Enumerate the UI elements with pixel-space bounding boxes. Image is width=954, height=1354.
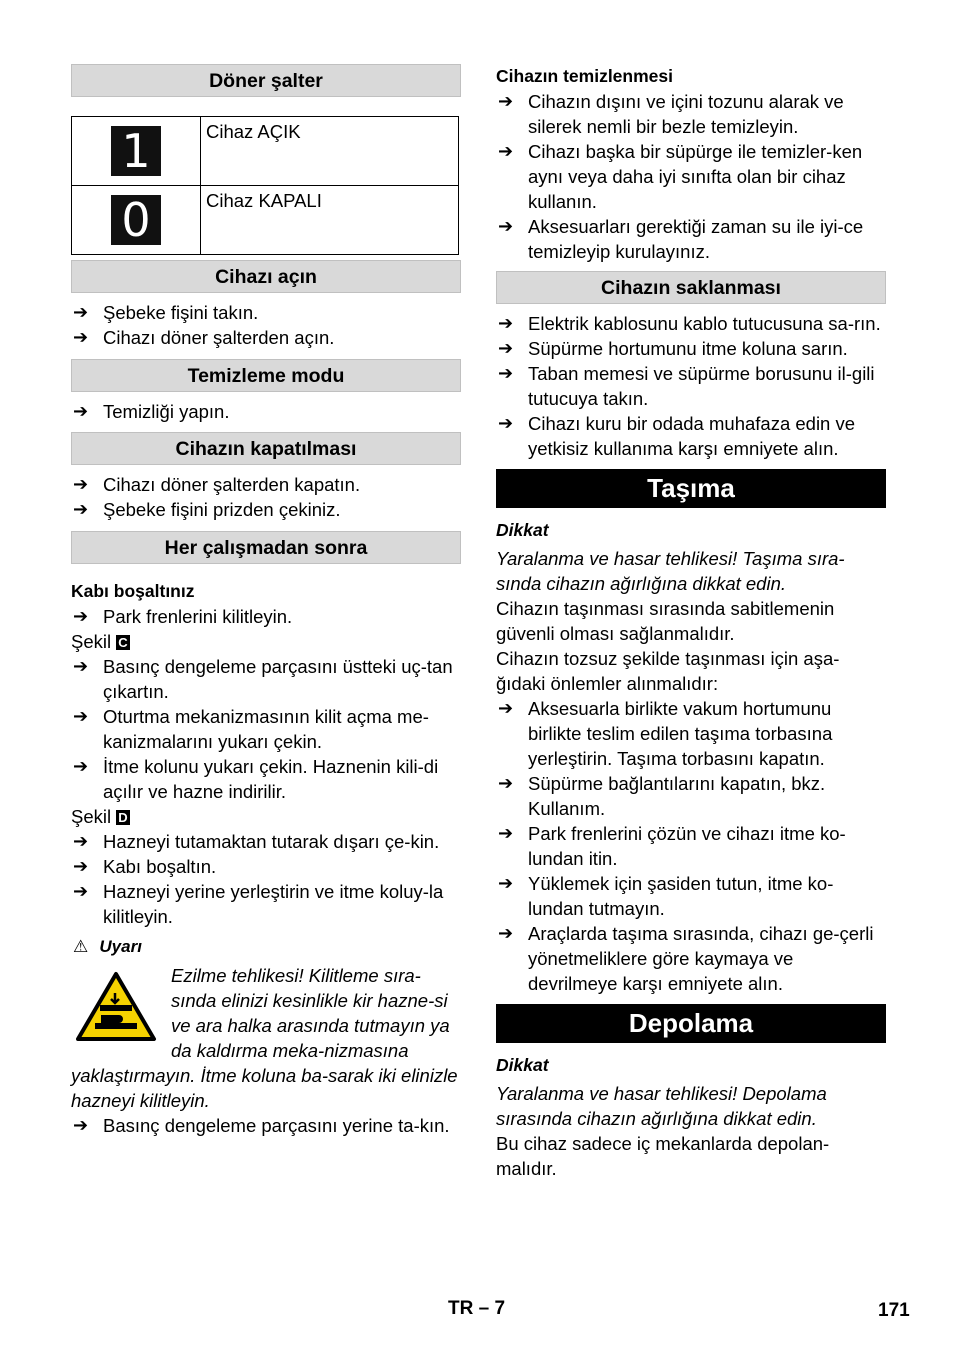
list-item: ➔ Süpürme hortumunu itme koluna sarın. (498, 338, 848, 359)
warning-block (71, 963, 461, 1113)
figure-tag-c: C (118, 635, 128, 650)
list-item: ➔ İtme kolunu yukarı çekin. Haznenin kili-di açılır ve hazne indirilir. (73, 756, 439, 802)
arrow-right-icon: ➔ (73, 856, 89, 876)
heading-cleaning: Cihazın temizlenmesi (496, 66, 673, 86)
list-item: ➔ Hazneyi tutamaktan tutarak dışarı çe-kin. (73, 831, 440, 852)
list-item: ➔ Oturtma mekanizmasının kilit açma me-kanizmalarını yukarı çekin. (73, 706, 429, 752)
list-item: ➔ Hazneyi yerine yerleştirin ve itme koluy-la kilitleyin. (73, 881, 444, 927)
list-item: ➔ Basınç dengeleme parçasını üstteki uç-tan çıkartın. (73, 656, 453, 702)
arrow-right-icon: ➔ (498, 823, 514, 843)
heading-clean-mode: Temizleme modu (71, 359, 461, 392)
list-item: ➔ Cihazı döner şalterden açın. (73, 327, 335, 348)
paragraph: Cihazın taşınması sırasında sabitlemenin güvenli olması sağlanmalıdır. (496, 598, 835, 644)
heading-after-work: Her çalışmadan sonra (71, 531, 461, 564)
list-item: ➔ Araçlarda taşıma sırasında, cihazı ge-çerli yönetmeliklere göre kaymaya ve devrilmeye karşı emniyete alın. (498, 923, 874, 994)
switch-table (71, 116, 459, 255)
caution-text: Yaralanma ve hasar tehlikesi! Depolama sırasında cihazın ağırlığına dikkat edin. (496, 1083, 827, 1129)
warning-text: Ezilme tehlikesi! Kilitleme sıra-sında elinizi kesinlikle kir hazne-si ve ara halka arasında tutmayın ya da kaldırma meka-nizmasına yaklaştırmayın. İtme koluna ba-sarak iki elinizle hazneyi kilitleyin. (71, 965, 458, 1111)
switch-row-off (72, 186, 459, 255)
switch-on-label: Cihaz AÇIK (201, 117, 459, 186)
list-item: ➔ Süpürme bağlantılarını kapatın, bkz. Kullanım. (498, 773, 826, 819)
heading-start: Cihazı açın (71, 260, 461, 293)
arrow-right-icon: ➔ (498, 313, 514, 333)
heading-transport: Taşıma (496, 469, 886, 508)
switch-off-symbol: 0 (111, 195, 161, 245)
list-item: ➔ Yüklemek için şasiden tutun, itme ko-lundan tutmayın. (498, 873, 834, 919)
heading-switch: Döner şalter (71, 64, 461, 97)
warning-triangle-icon: ⚠ (73, 937, 89, 956)
arrow-right-icon: ➔ (73, 474, 89, 494)
arrow-right-icon: ➔ (73, 831, 89, 851)
caution-text: Yaralanma ve hasar tehlikesi! Taşıma sıra-sında cihazın ağırlığına dikkat edin. (496, 548, 845, 594)
switch-off-label: Cihaz KAPALI (201, 186, 459, 255)
figure-tag-d: D (118, 810, 128, 825)
list-item: ➔ Cihazın dışını ve içini tozunu alarak ve silerek nemli bir bezle temizleyin. (498, 91, 844, 137)
list-item: ➔ Şebeke fişini prizden çekiniz. (73, 499, 341, 520)
arrow-right-icon: ➔ (73, 756, 89, 776)
switch-row-on (72, 117, 459, 186)
arrow-right-icon: ➔ (73, 499, 89, 519)
left-column (71, 64, 461, 1138)
arrow-right-icon: ➔ (73, 327, 89, 347)
arrow-right-icon: ➔ (498, 216, 514, 236)
list-item: ➔ Aksesuarları gerektiği zaman su ile iyi-ce temizleyip kurulayınız. (498, 216, 864, 262)
arrow-right-icon: ➔ (73, 1115, 89, 1135)
right-column (496, 64, 886, 1181)
paragraph: Bu cihaz sadece iç mekanlarda depolan-malıdır. (496, 1133, 830, 1179)
arrow-right-icon: ➔ (73, 706, 89, 726)
switch-on-symbol: 1 (111, 126, 161, 176)
paragraph: Cihazın tozsuz şekilde taşınması için aşa-ğıdaki önlemler alınmalıdır: (496, 648, 840, 694)
list-item: ➔ Park frenlerini kilitleyin. (73, 606, 293, 627)
arrow-right-icon: ➔ (498, 413, 514, 433)
arrow-right-icon: ➔ (73, 302, 89, 322)
arrow-right-icon: ➔ (498, 141, 514, 161)
list-item: ➔ Park frenlerini çözün ve cihazı itme ko-lundan itin. (498, 823, 846, 869)
list-item: ➔ Basınç dengeleme parçasını yerine ta-kın. (73, 1115, 450, 1136)
list-item: ➔ Cihazı kuru bir odada muhafaza edin ve yetkisiz kullanıma karşı emniyete alın. (498, 413, 856, 459)
list-item: ➔ Elektrik kablosunu kablo tutucusuna sa-rın. (498, 313, 881, 334)
list-item: ➔ Şebeke fişini takın. (73, 302, 259, 323)
arrow-right-icon: ➔ (498, 773, 514, 793)
arrow-right-icon: ➔ (498, 91, 514, 111)
list-item: ➔ Cihazı döner şalterden kapatın. (73, 474, 361, 495)
caution-label: Dikkat (496, 1055, 549, 1075)
heading-storage: Depolama (496, 1004, 886, 1043)
page-number: 171 (878, 1300, 910, 1321)
list-item: ➔ Aksesuarla birlikte vakum hortumunu birlikte teslim edilen taşıma torbasına yerleştirin. Taşıma torbasını kapatın. (498, 698, 833, 769)
hand-crush-hazard-icon (75, 971, 157, 1043)
caution-label: Dikkat (496, 520, 549, 540)
arrow-right-icon: ➔ (73, 401, 89, 421)
list-item: ➔ Cihazı başka bir süpürge ile temizler-ken aynı veya daha iyi sınıfta olan bir cihaz kullanın. (498, 141, 863, 212)
list-item: ➔ Taban memesi ve süpürme borusunu il-gili tutucuya takın. (498, 363, 875, 409)
list-item: ➔ Temizliği yapın. (73, 401, 230, 422)
heading-shutdown: Cihazın kapatılması (71, 432, 461, 465)
list-item: ➔ Kabı boşaltın. (73, 856, 217, 877)
warning-heading: ⚠ Uyarı (73, 937, 142, 956)
empty-container-title: Kabı boşaltınız (71, 581, 195, 601)
figure-reference-d: Şekil D (71, 806, 128, 827)
figure-reference-c: Şekil C (71, 631, 128, 652)
arrow-right-icon: ➔ (498, 873, 514, 893)
arrow-right-icon: ➔ (498, 363, 514, 383)
heading-device-storage: Cihazın saklanması (496, 271, 886, 304)
arrow-right-icon: ➔ (73, 606, 89, 626)
arrow-right-icon: ➔ (498, 698, 514, 718)
arrow-right-icon: ➔ (498, 923, 514, 943)
arrow-right-icon: ➔ (498, 338, 514, 358)
footer-language-page: TR – 7 (448, 1298, 506, 1319)
arrow-right-icon: ➔ (73, 656, 89, 676)
arrow-right-icon: ➔ (73, 881, 89, 901)
